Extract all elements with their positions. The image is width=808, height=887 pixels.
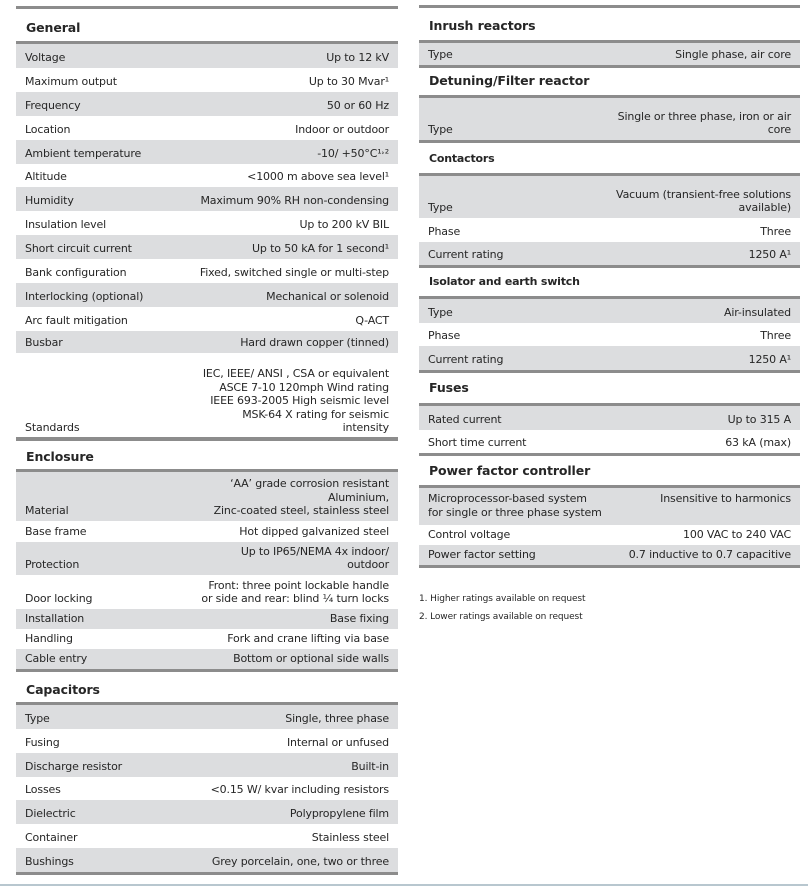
row-value: IEC, IEEE/ ANSI , CSA or equivalent ASCE 7-10 120mph Wind rating IEEE 693-2005 High seismic level MSK-64 X rating for seismic intensity: [202, 367, 389, 435]
section-heading: Contactors: [429, 152, 495, 165]
section-heading: Inrush reactors: [429, 18, 536, 33]
row-value: <0.15 W/ kvar including resistors: [210, 783, 389, 797]
footnotes: [419, 592, 585, 628]
row-value: Bottom or optional side walls: [233, 652, 389, 666]
row-value: Up to 50 kA for 1 second¹: [252, 242, 389, 256]
row-label: Type: [428, 48, 453, 62]
row-label: Type: [428, 123, 453, 137]
row-label: Phase: [428, 225, 461, 239]
row-label: Short time current: [428, 436, 527, 450]
row-value: Single or three phase, iron or air core: [617, 109, 791, 137]
table-row: [16, 307, 398, 331]
row-label: Fusing: [25, 736, 60, 750]
row-label: Standards: [25, 421, 80, 435]
section-title-enclosure: [16, 437, 398, 470]
table-row: [419, 176, 800, 218]
row-value: 1250 A¹: [748, 353, 791, 367]
row-value: Hard drawn copper (tinned): [240, 336, 389, 350]
section-title-power-factor-controller: [419, 453, 800, 486]
section-heading: Enclosure: [26, 449, 94, 464]
row-label: Busbar: [25, 336, 63, 350]
table-row: [16, 68, 398, 92]
row-value: 100 VAC to 240 VAC: [683, 528, 791, 542]
row-label: Location: [25, 123, 71, 137]
table-row: [16, 609, 398, 629]
row-label: Protection: [25, 558, 80, 572]
section-heading: Detuning/Filter reactor: [429, 73, 590, 88]
row-value: 63 kA (max): [725, 436, 791, 450]
spec-table-enclosure: [16, 469, 398, 672]
row-label: Bushings: [25, 855, 74, 869]
row-label: Cable entry: [25, 652, 88, 666]
row-value: ‘AA’ grade corrosion resistant Aluminium, Zinc-coated steel, stainless steel: [213, 477, 389, 518]
spec-table-detuning-filter-reactor: [419, 95, 800, 143]
spec-table-power-factor-controller: [419, 485, 800, 568]
row-value: Built-in: [351, 760, 389, 774]
section-title-detuning-filter-reactor: [419, 65, 800, 96]
table-row: [16, 848, 398, 872]
row-label: Type: [428, 201, 453, 215]
table-row: [16, 729, 398, 753]
row-value: Fixed, switched single or multi-step: [199, 266, 389, 280]
row-label: Bank configuration: [25, 266, 127, 280]
row-value: <1000 m above sea level¹: [247, 170, 389, 184]
row-label: Current rating: [428, 248, 504, 262]
row-value: Stainless steel: [311, 831, 389, 845]
row-label: Current rating: [428, 353, 504, 367]
row-value: Up to 200 kV BIL: [299, 218, 389, 232]
row-label: Material: [25, 504, 69, 518]
page-bottom-divider: [0, 884, 808, 886]
section-title-general: [16, 6, 398, 41]
table-row: [16, 116, 398, 140]
row-value: Q-ACT: [355, 314, 389, 328]
row-value: 1250 A¹: [748, 248, 791, 262]
row-label: Frequency: [25, 99, 81, 113]
table-row: [419, 545, 800, 565]
table-row: [16, 211, 398, 235]
table-row: [16, 800, 398, 824]
table-row: [419, 98, 800, 140]
section-title-inrush-reactors: [419, 5, 800, 41]
table-row: [16, 187, 398, 211]
row-value: Vacuum (transient-free solutions available): [616, 187, 791, 215]
row-label: Altitude: [25, 170, 67, 184]
row-label: Interlocking (optional): [25, 290, 144, 304]
row-label: Power factor setting: [428, 548, 536, 562]
section-title-fuses: [419, 370, 800, 404]
row-value: 50 or 60 Hz: [326, 99, 389, 113]
row-label: Base frame: [25, 525, 87, 539]
section-heading: General: [26, 20, 81, 35]
row-label: Ambient temperature: [25, 147, 142, 161]
footnote-2: 2. Lower ratings available on request: [419, 612, 583, 622]
row-label: Voltage: [25, 51, 66, 65]
table-row: [16, 777, 398, 800]
table-row: [16, 44, 398, 68]
row-label: Losses: [25, 783, 61, 797]
row-value: Front: three point lockable handle or side and rear: blind ¼ turn locks: [201, 578, 389, 606]
table-row: [16, 283, 398, 307]
table-row: [419, 430, 800, 453]
section-heading: Capacitors: [26, 682, 100, 697]
table-row: [16, 164, 398, 187]
table-row: [16, 521, 398, 542]
row-value: Single phase, air core: [675, 48, 791, 62]
row-value: Three: [760, 329, 791, 343]
table-row: [16, 649, 398, 669]
table-row: [16, 353, 398, 438]
table-row: [419, 406, 800, 430]
section-title-isolator-earth-switch: [419, 265, 800, 297]
table-row: [419, 525, 800, 545]
table-row: [16, 235, 398, 259]
table-row: [16, 472, 398, 521]
table-row: [16, 331, 398, 353]
spec-table-general: [16, 41, 398, 441]
table-row: [419, 346, 800, 370]
row-value: Up to 315 A: [727, 413, 791, 427]
row-label: Rated current: [428, 413, 502, 427]
section-heading: Isolator and earth switch: [429, 275, 580, 288]
row-value: Single, three phase: [285, 712, 389, 726]
section-heading: Power factor controller: [429, 463, 591, 478]
spec-table-fuses: [419, 403, 800, 456]
section-title-contactors: [419, 140, 800, 174]
row-label: Control voltage: [428, 528, 511, 542]
row-value: Air-insulated: [723, 306, 791, 320]
table-row: [419, 299, 800, 323]
table-row: [16, 542, 398, 575]
table-row: [16, 705, 398, 729]
row-value: Up to IP65/NEMA 4x indoor/ outdoor: [240, 544, 389, 572]
table-row: [419, 323, 800, 346]
row-value: Up to 30 Mvar¹: [308, 75, 389, 89]
row-value: Up to 12 kV: [326, 51, 389, 65]
table-row: [16, 140, 398, 164]
spec-table-contactors: [419, 173, 800, 268]
row-label: Humidity: [25, 194, 74, 208]
row-label: Discharge resistor: [25, 760, 123, 774]
row-label: Arc fault mitigation: [25, 314, 128, 328]
row-label: Type: [428, 306, 453, 320]
table-row: [419, 43, 800, 65]
row-value: Internal or unfused: [286, 736, 389, 750]
table-row: [16, 259, 398, 283]
row-label: Maximum output: [25, 75, 117, 89]
section-title-capacitors: [16, 670, 398, 703]
row-value: Insensitive to harmonics: [660, 492, 791, 505]
spec-table-capacitors: [16, 702, 398, 875]
table-row: [16, 92, 398, 116]
row-label: Phase: [428, 329, 461, 343]
row-value: Three: [760, 225, 791, 239]
row-value: Base fixing: [329, 612, 389, 626]
row-value: Hot dipped galvanized steel: [239, 525, 389, 539]
row-value: Grey porcelain, one, two or three: [211, 855, 389, 869]
footnote-1: 1. Higher ratings available on request: [419, 594, 586, 604]
table-row: [16, 575, 398, 609]
table-row: [419, 488, 800, 525]
row-value: Polypropylene film: [289, 807, 389, 821]
table-row: [419, 218, 800, 242]
row-label: Installation: [25, 612, 85, 626]
row-value: -10/ +50°C¹˒²: [317, 147, 389, 161]
row-label: Type: [25, 712, 50, 726]
table-row: [16, 753, 398, 777]
section-heading: Fuses: [429, 380, 469, 395]
row-value: Fork and crane lifting via base: [227, 632, 389, 646]
row-value: 0.7 inductive to 0.7 capacitive: [628, 548, 791, 562]
row-label: Microprocessor-based system for single or three phase system: [428, 492, 602, 519]
table-row: [16, 824, 398, 848]
spec-table-inrush-reactors: [419, 40, 800, 68]
row-label: Short circuit current: [25, 242, 132, 256]
table-row: [419, 242, 800, 265]
row-label: Handling: [25, 632, 73, 646]
row-label: Door locking: [25, 592, 93, 606]
row-label: Dielectric: [25, 807, 76, 821]
row-value: Maximum 90% RH non-condensing: [200, 194, 389, 208]
row-value: Indoor or outdoor: [295, 123, 389, 137]
row-value: Mechanical or solenoid: [266, 290, 389, 304]
spec-table-isolator-earth-switch: [419, 296, 800, 373]
table-row: [16, 629, 398, 649]
row-label: Insulation level: [25, 218, 107, 232]
row-label: Container: [25, 831, 78, 845]
